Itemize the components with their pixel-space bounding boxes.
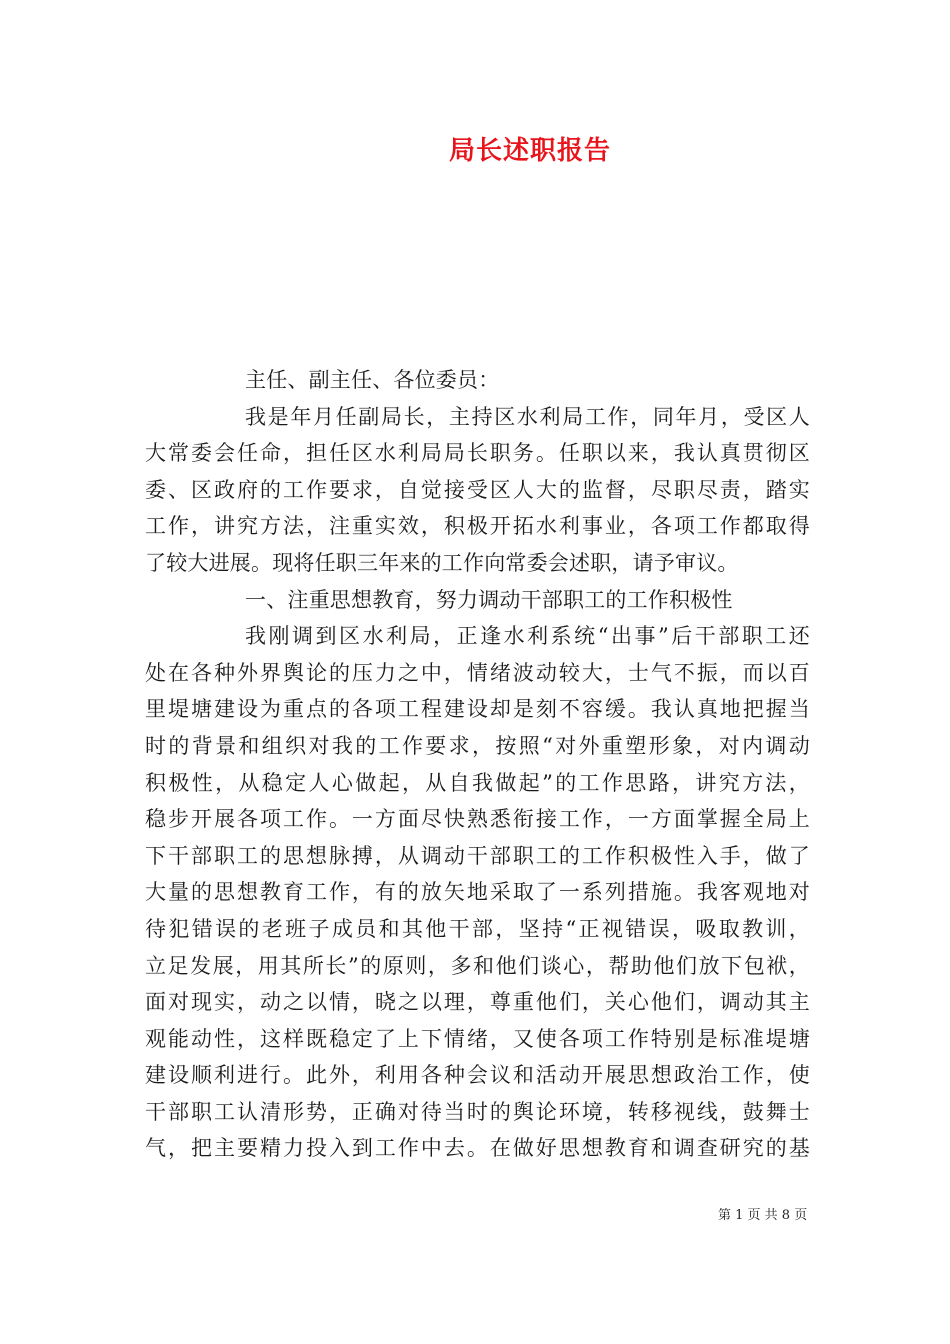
- text-line: 时的背景和组织对我的工作要求，按照“对外重塑形象，对内调动: [145, 733, 810, 758]
- text-line: 大量的思想教育工作，有的放矢地采取了一系列措施。我客观地对: [145, 880, 810, 905]
- text-line: 待犯错误的老班子成员和其他干部，坚持“正视错误，吸取教训，: [145, 916, 810, 941]
- text-line: 里堤塘建设为重点的各项工程建设却是刻不容缓。我认真地把握当: [145, 697, 810, 722]
- text-line: 观能动性，这样既稳定了上下情绪，又使各项工作特别是标准堤塘: [145, 1026, 810, 1051]
- text-line: 委、区政府的工作要求，自觉接受区人大的监督，尽职尽责，踏实: [145, 477, 810, 502]
- text-line: 下干部职工的思想脉搏，从调动干部职工的工作积极性入手，做了: [145, 843, 810, 868]
- text-line: 积极性，从稳定人心做起，从自我做起”的工作思路，讲究方法，: [145, 770, 810, 795]
- document-body: [145, 362, 810, 1167]
- text-line: 干部职工认清形势，正确对待当时的舆论环境，转移视线，鼓舞士: [145, 1099, 810, 1124]
- text-line: 一、注重思想教育，努力调动干部职工的工作积极性: [245, 587, 733, 612]
- page-footer: 第 1 页 共 8 页: [718, 1208, 808, 1223]
- text-line: 处在各种外界舆论的压力之中，情绪波动较大，士气不振，而以百: [145, 660, 810, 685]
- text-line: 了较大进展。现将任职三年来的工作向常委会述职，请予审议。: [145, 550, 739, 575]
- text-line: 立足发展，用其所长”的原则，多和他们谈心，帮助他们放下包袱，: [145, 953, 810, 978]
- text-line: 稳步开展各项工作。一方面尽快熟悉衔接工作，一方面掌握全局上: [145, 807, 810, 832]
- text-line: 建设顺利进行。此外，利用各种会议和活动开展思想政治工作，使: [145, 1063, 810, 1088]
- text-line: 面对现实，动之以情，晓之以理，尊重他们，关心他们，调动其主: [145, 990, 810, 1015]
- text-line: 工作，讲究方法，注重实效，积极开拓水利事业，各项工作都取得: [145, 514, 810, 539]
- text-line: 大常委会任命，担任区水利局局长职务。任职以来，我认真贯彻区: [145, 441, 810, 466]
- text-line: 我刚调到区水利局，正逢水利系统“出事”后干部职工还: [245, 624, 810, 649]
- text-line: 我是年月任副局长，主持区水利局工作，同年月，受区人: [245, 404, 810, 429]
- text-line: 气，把主要精力投入到工作中去。在做好思想教育和调查研究的基: [145, 1136, 810, 1161]
- page-title: 局长述职报告: [448, 136, 611, 166]
- text-line: 主任、副主任、各位委员：: [245, 368, 500, 392]
